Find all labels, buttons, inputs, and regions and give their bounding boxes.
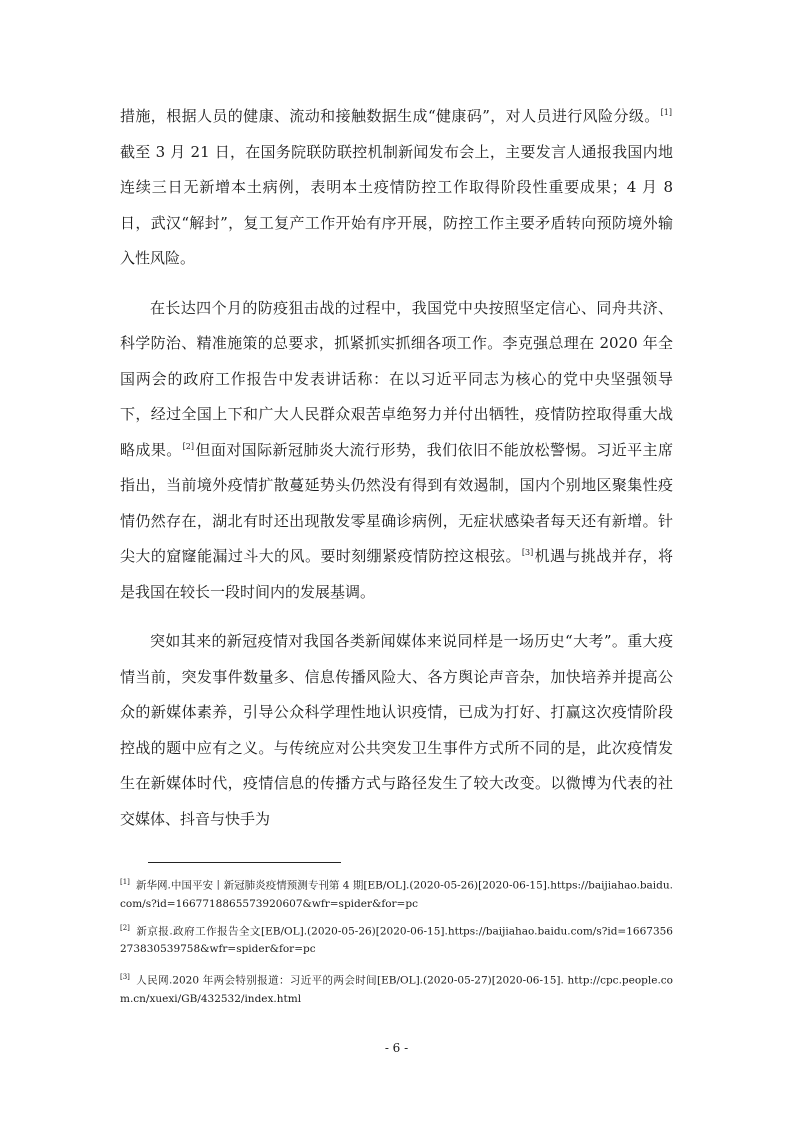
footnote-mark: [3] [120,973,130,981]
paragraph-text: 措施，根据人员的健康、流动和接触数据生成“健康码”，对人员进行风险分级。 [120,107,660,125]
footnote-mark: [1] [120,878,130,886]
footnotes [120,873,673,1014]
body-paragraph [120,624,673,837]
footnote-text: 新华网.中国平安丨新冠肺炎疫情预测专刊第 4 期[EB/OL].(2020-05-26)[2020-06-15].https://baijiahao.baidu.com/s?id=1667718865573920607&wfr=spider&for=pc [120,879,673,910]
body-text [120,99,673,851]
footnote-ref[interactable]: [3] [521,548,534,557]
paragraph-text: 突如其来的新冠疫情对我国各类新闻媒体来说同样是一场历史“大考”。重大疫情当前，突发事件数量多、信息传播风险大、各方舆论声音杂，加快培养并提高公众的新媒体素养，引导公众科学理性地认识疫情，已成为打好、打赢这次疫情阶段控战的题中应有之义。与传统应对公共突发卫生事件方式所不同的是，此次疫情发生在新媒体时代，疫情信息的传播方式与路径发生了较大改变。以微博为代表的社交媒体、抖音与快手为 [120,632,673,828]
footnote-ref[interactable]: [1] [660,108,672,117]
body-paragraph [120,291,673,611]
body-paragraph [120,99,673,277]
paragraph-text: 截至 3 月 21 日，在国务院联防联控机制新闻发布会上，主要发言人通报我国内地连续三日无新增本土病例，表明本土疫情防控工作取得阶段性重要成果；4 月 8 日，武汉“解封”，复工复产工作开始有序开展，防控工作主要矛盾转向预防境外输入性风险。 [120,142,673,267]
footnote-separator [148,862,341,863]
footnote-mark: [2] [120,923,130,932]
page-number: - 6 - [384,1041,409,1055]
footnote-item [120,873,673,913]
footnote-text: 人民网.2020 年两会特别报道：习近平的两会时间[EB/OL].(2020-05-27)[2020-06-15]. http://cpc.people.com.cn/xuexi/GB/432532/index.html [120,974,673,1005]
footnote-item [120,968,673,1008]
paragraph-text: 在长达四个月的防疫狙击战的过程中，我国党中央按照坚定信心、同舟共济、科学防治、精准施策的总要求，抓紧抓实抓细各项工作。李克强总理在 2020 年全国两会的政府工作报告中发表讲话称：在以习近平同志为核心的党中央坚强领导下，经过全国上下和广大人民群众艰苦卓绝努力并付出牺牲，疫情防控取得重大战略成果。 [120,298,673,459]
paragraph-text: 但面对国际新冠肺炎大流行形势，我们依旧不能放松警惕。习近平主席指出，当前境外疫情扩散蔓延势头仍然没有得到有效遏制，国内个别地区聚集性疫情仍然存在，湖北有时还出现散发零星确诊病例，无症状感染者每天还有新增。针尖大的窟窿能漏过斗大的风。要时刻绷紧疫情防控这根弦。 [120,440,673,565]
paragraph-text: 机遇与挑战并存，将是我国在较长一段时间内的发展基调。 [120,547,673,601]
footnote-text: 新京报.政府工作报告全文[EB/OL].(2020-05-26)[2020-06-15].https://baijiahao.baidu.com/s?id=1667356273830539758&wfr=spider&for=pc [120,925,673,955]
footnote-item [120,919,673,959]
footnote-ref[interactable]: [2] [182,441,195,451]
